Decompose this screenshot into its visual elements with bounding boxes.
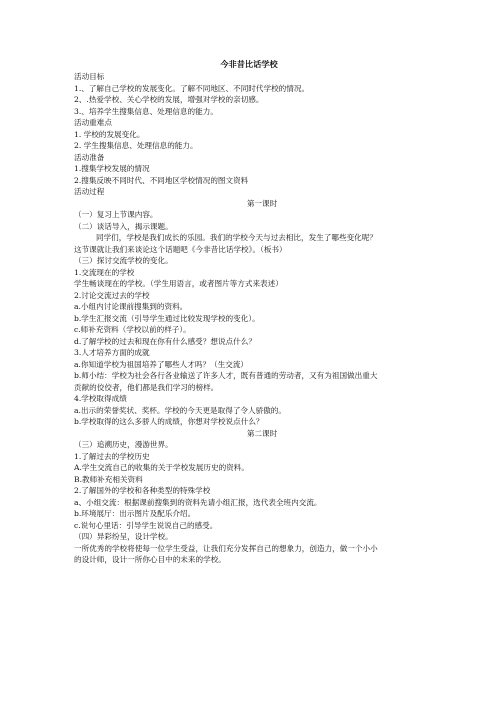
section-heading: 第二课时 (246, 428, 278, 438)
text-line: B.教师补充相关资料 (74, 474, 143, 484)
text-line: 活动准备 (74, 152, 105, 162)
text-line: （三）追溯历史，漫游世界。 (74, 440, 173, 449)
document-page (74, 58, 424, 566)
document-body (74, 71, 424, 566)
text-line: 3.、培养学生搜集信息、处理信息的能力。 (74, 106, 218, 116)
text-line: 1. 学校的发展变化。 (74, 129, 145, 139)
text-line: a.你知道学校为祖国培养了哪些人才吗？（生交流） (74, 359, 249, 369)
text-line: 活动目标 (74, 72, 105, 81)
text-line: 一所优秀的学校将使每一位学生受益，让我们充分发挥自己的想象力，创造力，做一个小小 (74, 543, 378, 553)
text-line: b.师小结：学校为社会各行各业输送了许多人才，既有普通的劳动者，又有为祖国做出重大 (74, 371, 378, 380)
text-line: 2.讨论交流过去的学校 (74, 290, 150, 300)
text-line: 2.搜集反映不同时代、不同地区学校情况的图文资料 (74, 175, 249, 185)
text-line: 1.搜集学校发展的情况 (74, 164, 150, 173)
text-line: b.环境展厅：出示图片及配乐介绍。 (74, 509, 196, 518)
text-line: （二）谈话导入，揭示课题。 (74, 221, 173, 231)
text-line: 活动过程 (74, 187, 105, 196)
text-line: 贡献的佼佼者，他们都是我们学习的榜样。 (74, 382, 219, 392)
text-line: 1.交流现在的学校 (74, 267, 135, 277)
text-line: A.学生交流自己的收集的关于学校发展历史的资料。 (74, 463, 249, 472)
text-line: 活动重难点 (74, 118, 112, 127)
text-line: d.了解学校的过去和现在你有什么感受？想说点什么？ (74, 336, 256, 346)
text-line: （一）复习上节课内容。 (74, 210, 158, 219)
text-line: 4.学校取得成绩 (74, 394, 127, 403)
text-line: 同学们，学校是我们成长的乐园。我们的学校今天与过去相比，发生了哪些变化呢？ (96, 233, 377, 242)
text-line: 1.了解过去的学校历史 (74, 451, 150, 461)
text-line: 这节课就让我们来谈论这个话题吧《今非昔比话学校》。（板书） (74, 244, 287, 254)
text-line: b.学校取得的这么多骄人的成绩，你想对学校说点什么？ (74, 417, 264, 426)
text-line: c.师补充资料（学校以前的样子）。 (74, 325, 191, 334)
text-line: 1.、了解自己学校的发展变化。了解不同地区、不同时代学校的情况。 (74, 83, 310, 93)
text-line: a.出示的荣誉奖状、奖杯。学校的今天更是取得了令人骄傲的。 (74, 405, 286, 415)
text-line: 3.人才培养方面的成就 (74, 348, 150, 357)
text-line: （四）异彩纷呈，设计学校。 (74, 532, 173, 541)
section-heading: 第一课时 (246, 198, 278, 208)
text-line: 的设计师，设计一所你心目中的未来的学校。 (74, 555, 226, 564)
text-line: 学生畅谈现在的学校。（学生用语言，或者图片等方式来表述） (74, 279, 283, 288)
text-line: （三）探讨交流学校的变化。 (74, 256, 173, 265)
text-line: 2、.热爱学校、关心学校的发展，增强对学校的亲切感。 (74, 95, 264, 104)
text-line: a、小组交流：根据课前搜集到的资料先请小组汇报，选代表全班内交流。 (74, 497, 322, 507)
text-line: 2.了解国外的学校和各种类型的特殊学校 (74, 486, 211, 495)
text-line: 2. 学生搜集信息、处理信息的能力。 (74, 141, 198, 150)
text-line: a.小组内讨论课前搜集到的资料。 (74, 302, 188, 311)
document-title: 今非昔比话学校 (220, 59, 278, 69)
text-line: c.说句心里话：引导学生说说自己的感受。 (74, 520, 218, 530)
text-line: b.学生汇报交流（引导学生通过比较发现学校的变化）。 (74, 313, 260, 323)
